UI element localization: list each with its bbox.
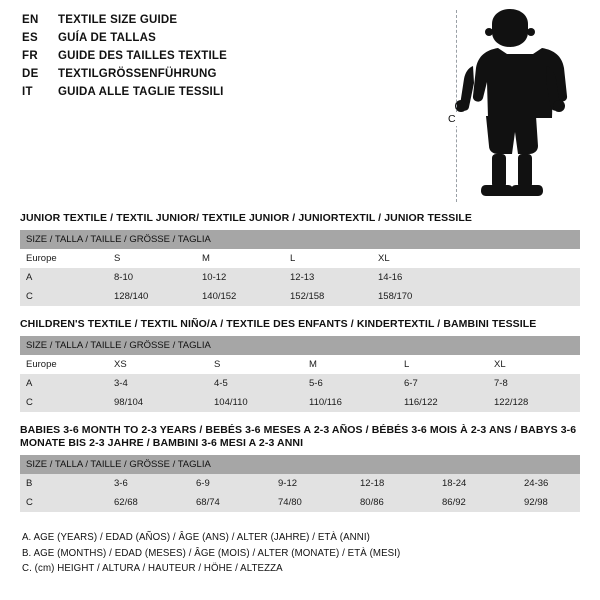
table-row [20, 249, 580, 268]
language-code: IT [22, 86, 33, 98]
size-header-label: SIZE / TALLA / TAILLE / GRÖSSE / TAGLIA [20, 336, 580, 355]
table-header-row [20, 455, 580, 474]
row-label: Europe [20, 355, 108, 374]
cell: XL [372, 249, 460, 268]
table-header-row [20, 230, 580, 249]
cell: 12-18 [354, 474, 436, 493]
cell: 5-6 [303, 374, 398, 393]
size-header-label: SIZE / TALLA / TAILLE / GRÖSSE / TAGLIA [20, 455, 580, 474]
size-table-junior [20, 230, 580, 306]
table-row [20, 493, 580, 512]
row-label: Europe [20, 249, 108, 268]
cell: M [196, 249, 284, 268]
guide-title: GUÍA DE TALLAS [58, 32, 156, 44]
guide-title: TEXTILE SIZE GUIDE [58, 14, 178, 26]
cell: 68/74 [190, 493, 272, 512]
title-row [22, 14, 422, 32]
cell: 158/170 [372, 287, 460, 306]
size-table-children [20, 336, 580, 412]
cell: 80/86 [354, 493, 436, 512]
table-row [20, 393, 580, 412]
language-code: DE [22, 68, 39, 80]
footnote-c: C. (cm) HEIGHT / ALTURA / HAUTEUR / HÖHE / ALTEZZA [22, 563, 283, 574]
cell: S [108, 249, 196, 268]
section-babies [20, 424, 580, 512]
cell: L [284, 249, 372, 268]
row-label: A [20, 374, 108, 393]
cell: 104/110 [208, 393, 303, 412]
cell: 116/122 [398, 393, 488, 412]
section-title: BABIES 3-6 MONTH TO 2-3 YEARS / BEBÉS 3-6 MESES A 2-3 AÑOS / BÉBÉS 3-6 MOIS À 2-3 ANS / BABYS 3-6 MONATE BIS 2-3 JAHRE / BAMBINI 3-6 MESI A 2-3 ANNI [20, 424, 577, 449]
section-children [20, 318, 580, 412]
cell: XL [488, 355, 580, 374]
row-label: C [20, 493, 108, 512]
table-row [20, 474, 580, 493]
cell-empty [460, 287, 580, 306]
table-row [20, 374, 580, 393]
cell: 3-6 [108, 474, 190, 493]
section-junior [20, 212, 580, 306]
table-row [20, 287, 580, 306]
cell: 24-36 [518, 474, 580, 493]
cell-empty [460, 249, 580, 268]
cell: 122/128 [488, 393, 580, 412]
size-header-label: SIZE / TALLA / TAILLE / GRÖSSE / TAGLIA [20, 230, 580, 249]
table-row [20, 268, 580, 287]
title-row [22, 86, 422, 104]
cell: 86/92 [436, 493, 518, 512]
cell: 9-12 [272, 474, 354, 493]
row-label: C [20, 393, 108, 412]
title-row [22, 50, 422, 68]
title-row [22, 32, 422, 50]
table-row [20, 355, 580, 374]
cell: 140/152 [196, 287, 284, 306]
footnote-a: A. AGE (YEARS) / EDAD (AÑOS) / ÂGE (ANS) / ALTER (JAHRE) / ETÀ (ANNI) [22, 532, 370, 543]
cell: S [208, 355, 303, 374]
height-measure-line [456, 10, 457, 202]
cell: L [398, 355, 488, 374]
size-table-babies [20, 455, 580, 512]
cell: 74/80 [272, 493, 354, 512]
measure-label-c: C [448, 113, 456, 125]
guide-title: GUIDA ALLE TAGLIE TESSILI [58, 86, 224, 98]
cell: 62/68 [108, 493, 190, 512]
cell: XS [108, 355, 208, 374]
cell: 7-8 [488, 374, 580, 393]
measurement-figure [440, 8, 590, 203]
language-code: EN [22, 14, 39, 26]
footnotes [22, 530, 542, 577]
section-title: CHILDREN'S TEXTILE / TEXTIL NIÑO/A / TEXTILE DES ENFANTS / KINDERTEXTIL / BAMBINI TESSILE [20, 318, 537, 330]
cell: 12-13 [284, 268, 372, 287]
title-row [22, 68, 422, 86]
cell: 6-7 [398, 374, 488, 393]
cell: 6-9 [190, 474, 272, 493]
guide-title: GUIDE DES TAILLES TEXTILE [58, 50, 227, 62]
guide-title: TEXTILGRÖSSENFÜHRUNG [58, 68, 217, 80]
footnote-b: B. AGE (MONTHS) / EDAD (MESES) / ÂGE (MOIS) / ALTER (MONATE) / ETÀ (MESI) [22, 547, 401, 559]
table-header-row [20, 336, 580, 355]
section-title: JUNIOR TEXTILE / TEXTIL JUNIOR/ TEXTILE JUNIOR / JUNIORTEXTIL / JUNIOR TESSILE [20, 212, 472, 224]
cell: 110/116 [303, 393, 398, 412]
toddler-silhouette-icon [440, 8, 590, 203]
language-code: FR [22, 50, 38, 62]
language-title-block [22, 14, 422, 104]
cell: 98/104 [108, 393, 208, 412]
cell: 4-5 [208, 374, 303, 393]
cell: 18-24 [436, 474, 518, 493]
cell: 10-12 [196, 268, 284, 287]
cell: 14-16 [372, 268, 460, 287]
cell-empty [460, 268, 580, 287]
cell: 128/140 [108, 287, 196, 306]
row-label: C [20, 287, 108, 306]
row-label: A [20, 268, 108, 287]
row-label: B [20, 474, 108, 493]
language-code: ES [22, 32, 38, 44]
cell: 8-10 [108, 268, 196, 287]
cell: 3-4 [108, 374, 208, 393]
cell: 92/98 [518, 493, 580, 512]
cell: M [303, 355, 398, 374]
cell: 152/158 [284, 287, 372, 306]
